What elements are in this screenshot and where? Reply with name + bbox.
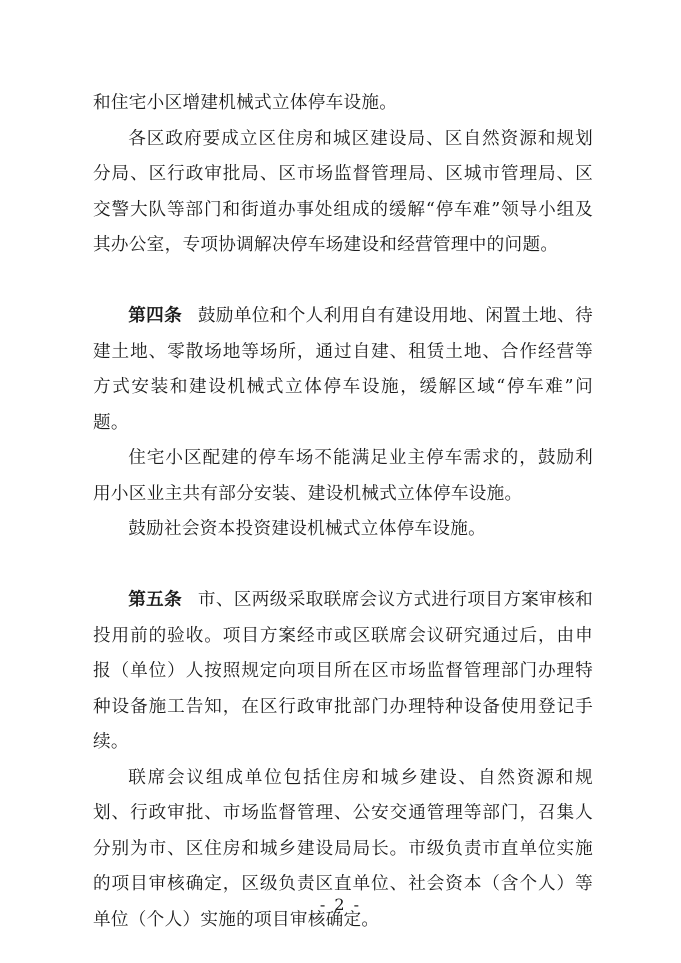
article-four-text: 鼓励单位和个人利用自有建设用地、闲置土地、待建土地、零散场地等场所，通过自建、租赁土地、合作经营等方式安装和建设机械式立体停车设施，缓解区域“停车难”问题。 — [93, 306, 593, 433]
paragraph-continuation: 和住宅小区增建机械式立体停车设施。 — [93, 93, 398, 113]
paragraph-residential-parking: 住宅小区配建的停车场不能满足业主停车需求的，鼓励利用小区业主共有部分安装、建设机械式立体停车设施。 — [93, 448, 593, 504]
article-five-text: 市、区两级采取联席会议方式进行项目方案审核和投用前的验收。项目方案经市或区联席会议研究通过后，由申报（单位）人按照规定向项目所在区市场监督管理部门办理特种设备施工告知，在区行政审批部门办理特种设备使用登记手续。 — [93, 590, 593, 752]
article-five — [93, 583, 593, 761]
document-body — [93, 86, 593, 938]
paragraph-spacer — [93, 264, 593, 300]
paragraph-social-capital: 鼓励社会资本投资建设机械式立体停车设施。 — [128, 519, 487, 539]
paragraph-leading-group: 各区政府要成立区住房和城区建设局、区自然资源和规划分局、区行政审批局、区市场监督管理局、区城市管理局、区交警大队等部门和街道办事处组成的缓解“停车难”领导小组及其办公室，专项协调解决停车场建设和经营管理中的问题。 — [93, 128, 593, 255]
page-number: - 2 - — [319, 895, 362, 914]
article-four — [93, 299, 593, 441]
article-five-label: 第五条 — [128, 590, 183, 610]
paragraph-joint-meeting: 联席会议组成单位包括住房和城乡建设、自然资源和规划、行政审批、市场监督管理、公安交通管理等部门，召集人分别为市、区住房和城乡建设局局长。市级负责市直单位实施的项目审核确定，区级负责区直单位、社会资本（含个人）等单位（个人）实施的项目审核确定。 — [93, 767, 593, 930]
paragraph-spacer — [93, 548, 593, 584]
article-four-label: 第四条 — [128, 306, 183, 326]
